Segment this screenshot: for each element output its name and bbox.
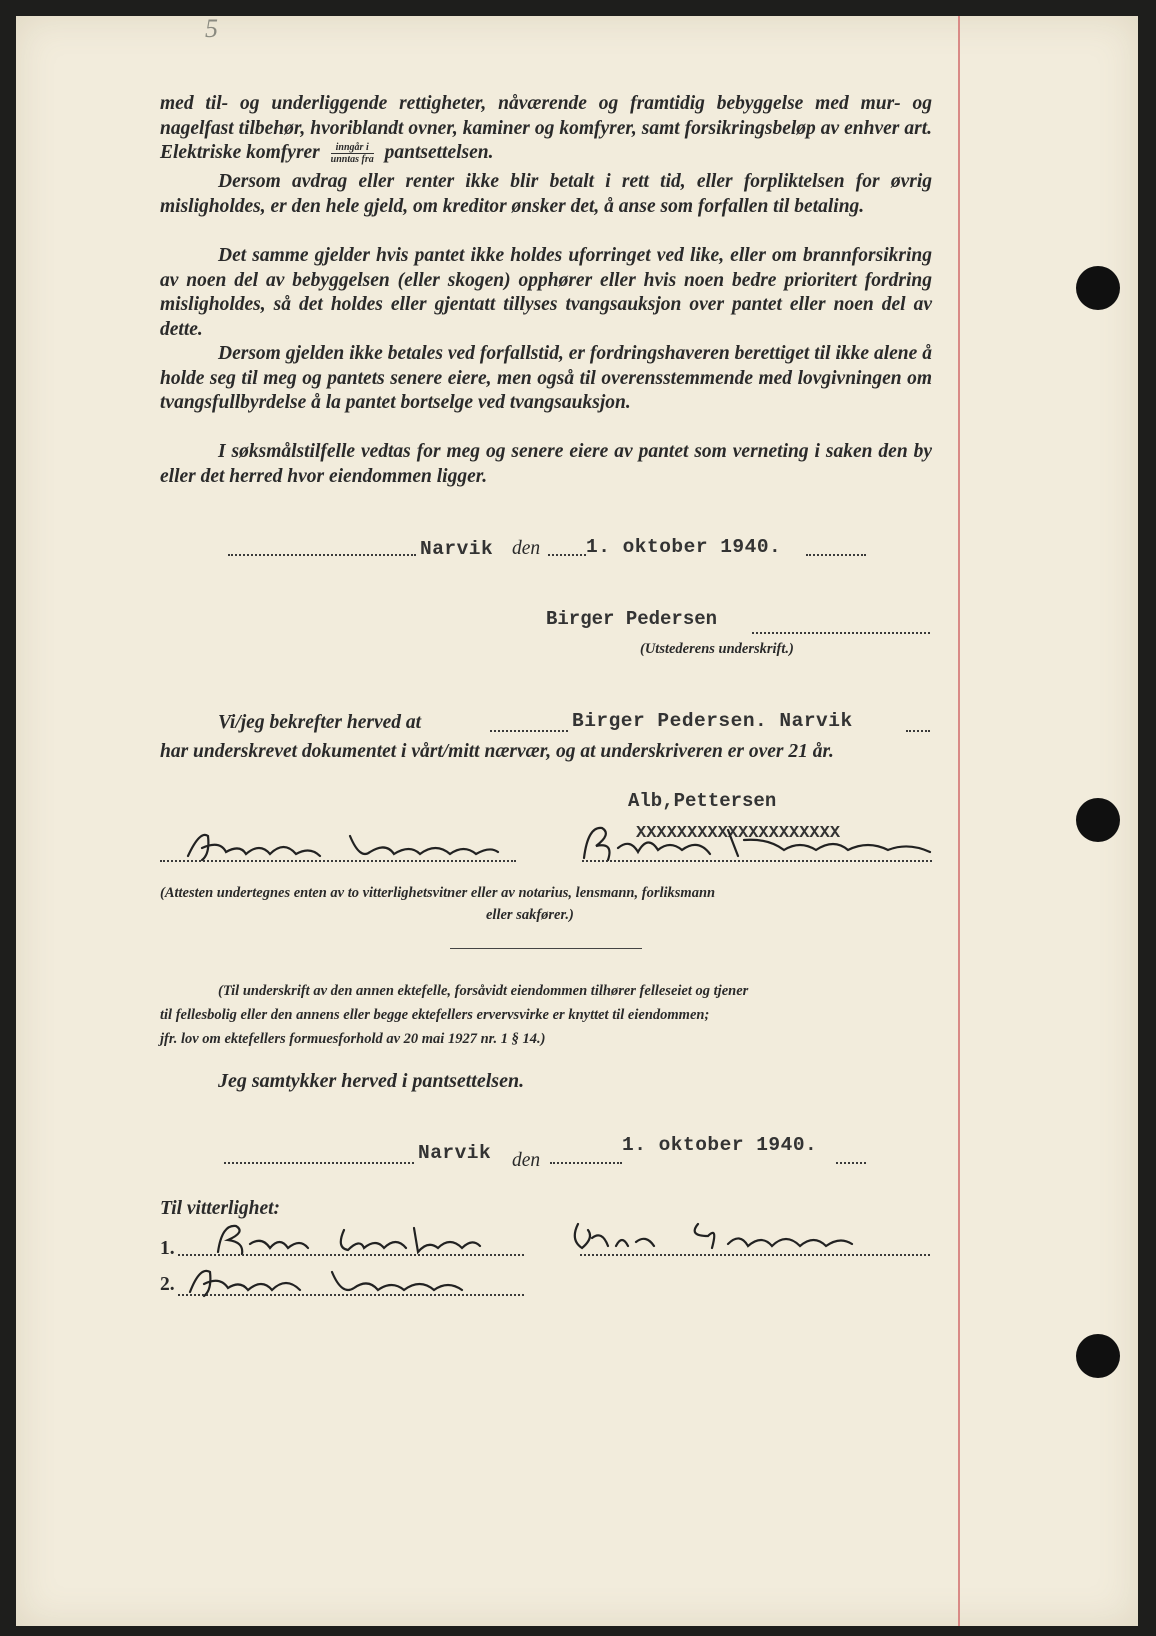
witness-strikeout: XXXXXXXXXXXXXXXXXXXX — [636, 824, 841, 843]
den-2: den — [512, 1150, 541, 1171]
separator-rule — [450, 948, 642, 949]
date-line-2-dots-right — [836, 1162, 866, 1164]
date-line-1-dots-left — [228, 554, 416, 556]
den-1: den — [512, 538, 541, 559]
punch-hole-bottom — [1076, 1334, 1120, 1378]
punch-hole-middle — [1076, 798, 1120, 842]
stove-fraction — [331, 142, 374, 165]
consent-text: Jeg samtykker herved i pantsettelsen. — [218, 1070, 525, 1092]
issuer-caption: (Utstederens underskrift.) — [640, 641, 794, 657]
date-2: 1. oktober 1940. — [622, 1134, 818, 1156]
issuer-typed-name: Birger Pedersen — [546, 608, 718, 630]
paragraph-rights — [160, 92, 932, 166]
paragraph-rights-end: pantsettelsen. — [384, 142, 494, 164]
paragraph-maintenance: Det samme gjelder hvis pantet ikke holdes uforringet ved like, eller om brannforsikring av noen del av bebyggelsen (eller skogen) opphører eller hvis noen bedre prioritert fordring misligholdes, så det holdes eller gjentatt tillyses tvangsauksjon over pantet eller noen del av dette. — [160, 245, 932, 340]
witness-number-1: 1. — [160, 1238, 175, 1259]
confirm-dots-right — [906, 730, 930, 732]
confirm-lead: Vi/jeg bekrefter herved at — [218, 712, 422, 733]
place-1: Narvik — [420, 538, 494, 560]
confirm-dots-left — [490, 730, 568, 732]
spouse-note-line2: til fellesbolig eller den annens eller begge ektefellers ervervsvirke er knyttet til eiendommen; — [160, 1007, 710, 1023]
attest-note-line1: (Attesten undertegnes enten av to vitterlighetsvitner eller av notarius, lensmann, forliksmann — [160, 885, 716, 901]
elise-signature-dots — [580, 1254, 930, 1256]
date-1: 1. oktober 1940. — [586, 536, 782, 558]
fraction-bottom: unntas fra — [330, 154, 374, 166]
paragraph-venue: I søksmålstilfelle vedtas for meg og senere eiere av pantet som verneting i saken den by eller det herred hvor eiendommen ligger. — [160, 441, 932, 487]
witness-signature-ragna — [214, 1218, 494, 1263]
witness-number-2: 2. — [160, 1274, 175, 1295]
paragraph-rights-text: med til- og underliggende rettigheter, nåværende og framtidig bebyggelse med mur- og nagelfast tilbehør, hvoriblandt ovner, kaminer og komfyrer, samt forsikringsbeløp av enhver art. Elektriske komfyrer — [160, 93, 932, 164]
confirm-text: har underskrevet dokumentet i vårt/mitt nærvær, og at underskriveren er over 21 år. — [160, 741, 834, 762]
confirm-typed-name: Birger Pedersen. Narvik — [572, 710, 853, 732]
issuer-consent-dots — [582, 860, 932, 862]
witness-1-dots — [178, 1254, 524, 1256]
date-line-1-dots-right — [806, 554, 866, 556]
witnesses-label: Til vitterlighet: — [160, 1198, 281, 1219]
date-line-1-dots-mid — [548, 554, 586, 556]
corner-mark: 5 — [205, 14, 218, 43]
date-line-2-dots-mid — [550, 1162, 622, 1164]
witness-signature-dots — [160, 860, 516, 862]
issuer-signature-dots — [752, 632, 930, 634]
witness-signature-kristen-larsen-2 — [182, 1262, 502, 1307]
signature-birger-pedersen — [578, 820, 938, 871]
witness-typed-name: Alb,Pettersen — [628, 790, 777, 812]
punch-hole-top — [1076, 266, 1120, 310]
margin-rule — [958, 16, 960, 1626]
witness-signature-kristen-larsen — [180, 826, 520, 871]
paragraph-default: Dersom avdrag eller renter ikke blir betalt i rett tid, eller forpliktelsen for øvrig misligholdes, er den hele gjeld, om kreditor ønsker det, å anse som forfallen til betaling. — [160, 171, 932, 217]
fraction-top: inngår i — [331, 142, 374, 154]
place-2: Narvik — [418, 1142, 492, 1164]
spouse-note-line3: jfr. lov om ektefellers formuesforhold av 20 mai 1927 nr. 1 § 14.) — [160, 1031, 546, 1047]
paragraph-enforcement: Dersom gjelden ikke betales ved forfallstid, er fordringshaveren berettiget til ikke alene å holde seg til meg og pantets senere eiere, men også til overensstemmende med lovgivningen om tvangsfullbyrdelse å la pantet bortselge ved tvangsauksjon. — [160, 343, 932, 414]
spouse-note-line1: (Til underskrift av den annen ektefelle, forsåvidt eiendommen tilhører felleseiet og tjener — [218, 983, 749, 999]
witness-2-dots — [178, 1294, 524, 1296]
attest-note-line2: eller sakfører.) — [486, 907, 574, 923]
date-line-2-dots-left — [224, 1162, 414, 1164]
